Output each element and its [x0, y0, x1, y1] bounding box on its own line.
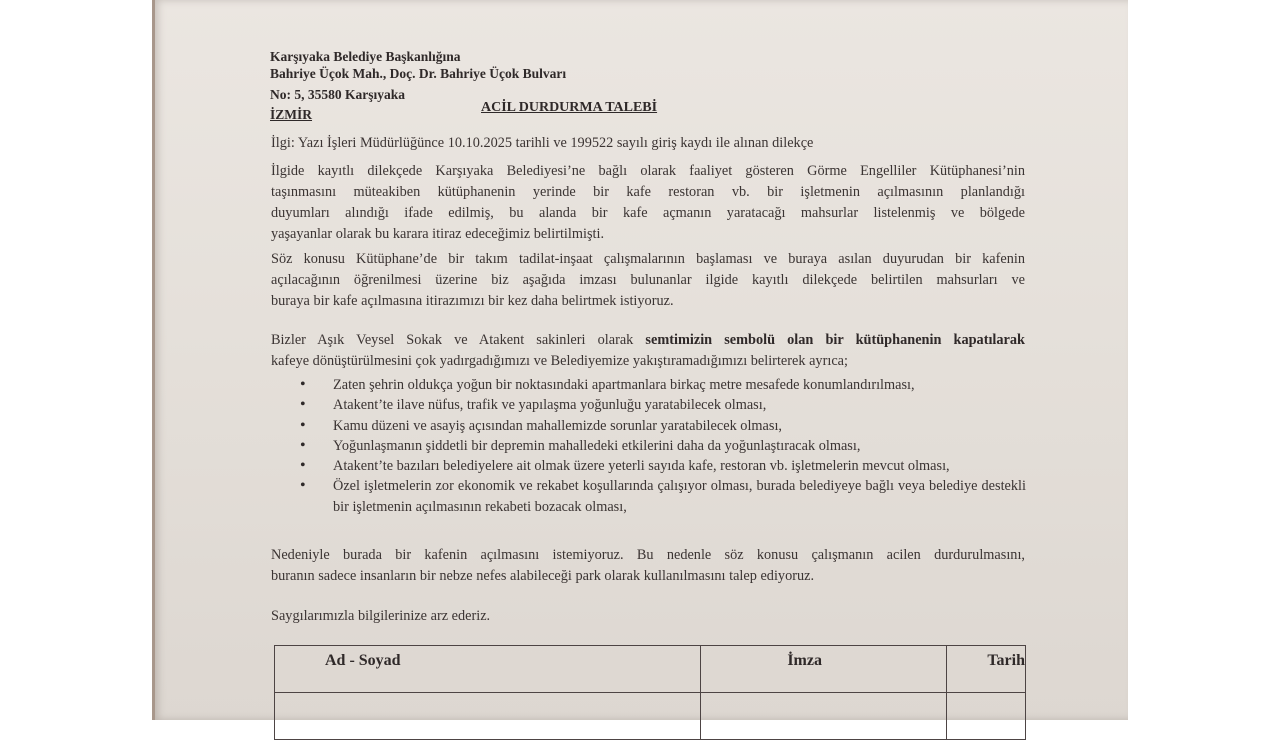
right-background [1128, 0, 1280, 720]
list-item: • Atakent’te bazıları belediyelere ait olmak üzere yeterli sayıda kafe, restoran vb. işletmelerin mevcut olması, [300, 456, 1026, 476]
signature-table [274, 645, 1026, 740]
list-item: • Özel işletmelerin zor ekonomik ve rekabet koşullarında çalışıyor olması, burada belediyeye bağlı veya belediye destekli bir işletmenin açılmasının rekabeti bozacak olması, [300, 476, 1026, 517]
paper-edge [152, 0, 155, 720]
signature-cell[interactable] [701, 693, 947, 740]
paragraph-1-line: taşınmasını müteakiben kütüphanenin yerinde bir kafe restoran vb. bir işletmenin açılmasının planlandığı [271, 184, 1025, 200]
address-city: İZMİR [270, 107, 313, 122]
address-line-1: Karşıyaka Belediye Başkanlığına [270, 49, 461, 64]
paragraph-4 [271, 545, 1025, 587]
column-header-date: Tarih [947, 646, 1026, 693]
list-item: • Kamu düzeni ve asayiş açısından mahallemizde sorunlar yaratabilecek olması, [300, 416, 1026, 436]
list-item: • Atakent’te ilave nüfus, trafik ve yapılaşma yoğunluğu yaratabilecek olması, [300, 395, 1026, 415]
paragraph-2-line: buraya bir kafe açılmasına itirazımızı bir kez daha belirtmek istiyoruz. [271, 293, 674, 309]
left-background [0, 0, 152, 720]
reference-line [271, 133, 1025, 154]
address-line-2: Bahriye Üçok Mah., Doç. Dr. Bahriye Üçok Bulvarı [270, 66, 567, 81]
closing-text: Saygılarımızla bilgilerinize arz ederiz. [271, 608, 491, 624]
list-item: • Yoğunlaşmanın şiddetli bir depremin mahalledeki etkilerini daha da yoğunlaştıracak olması, [300, 436, 1026, 456]
paragraph-3-start: Bizler Aşık Veysel Sokak ve Atakent sakinleri olarak [271, 332, 646, 348]
paragraph-4-line: Nedeniyle burada bir kafenin açılmasını istemiyoruz. Bu nedenle söz konusu çalışmanın acilen durdurulmasını, [271, 547, 1025, 563]
reference-text: İlgi: Yazı İşleri Müdürlüğünce 10.10.2025 tarihli ve 199522 sayılı giriş kaydı ile alınan dilekçe [271, 135, 814, 151]
list-item: • Zaten şehrin oldukça yoğun bir noktasındaki apartmanlara birkaç metre mesafede konumlandırılması, [300, 375, 1026, 395]
paragraph-4-line: buranın sadece insanların bir nebze nefes alabileceği park olarak kullanılmasını talep ediyoruz. [271, 568, 815, 584]
date-cell[interactable] [947, 693, 1026, 740]
paragraph-3 [271, 330, 1025, 372]
column-header-signature: İmza [701, 646, 947, 693]
paragraph-1-line: yaşayanlar olarak bu karara itiraz edeceğimiz belirtilmişti. [271, 226, 605, 242]
paragraph-3-line-1 [271, 330, 1025, 351]
document-title: ACİL DURDURMA TALEBİ [481, 100, 658, 115]
table-header-row [275, 646, 1026, 693]
paragraph-3-bold: semtimizin sembolü olan bir kütüphanenin kapatılarak [645, 332, 1026, 348]
paragraph-1 [271, 161, 1025, 245]
paragraph-3-line-2: kafeye dönüştürülmesini çok yadırgadığımızı ve Belediyemize yakıştıramadığımızı belirterek ayrıca; [271, 353, 848, 369]
paragraph-2-line: açılacağının öğrenilmesi üzerine biz aşağıda imzası bulunanlar ilgide kayıtlı dilekçede belirtilen mahsurları ve [271, 272, 1025, 288]
paragraph-2-line: Söz konusu Kütüphane’de bir takım tadilat-inşaat çalışmalarının başlaması ve buraya asılan duyurudan bir kafenin [271, 251, 1025, 267]
table-row [275, 693, 1026, 740]
address-line-3: No: 5, 35580 Karşıyaka [270, 87, 405, 102]
paragraph-1-line: İlgide kayıtlı dilekçede Karşıyaka Belediyesi’ne bağlı olarak faaliyet gösteren Görme Engelliler Kütüphanesi’nin [271, 163, 1025, 179]
closing-line [271, 606, 1025, 627]
objection-list [300, 375, 1026, 517]
column-header-name: Ad - Soyad [275, 646, 701, 693]
paragraph-1-line: duyumları alındığı ifade edilmiş, bu alanda bir kafe açmanın yaratacağı mahsurlar listelenmiş ve bölgede [271, 205, 1025, 221]
name-cell[interactable] [275, 693, 701, 740]
paragraph-2 [271, 249, 1025, 312]
